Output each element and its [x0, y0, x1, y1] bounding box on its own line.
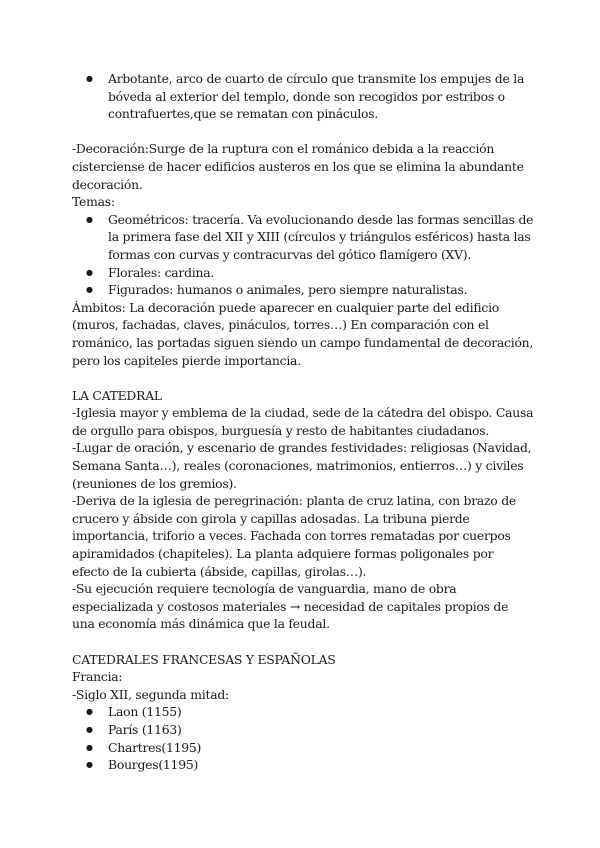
catedral-paragraph: -Deriva de la iglesia de peregrinación: planta de cruz latina, con brazo de crucero y ábside con girola y capillas adosadas. La tribuna pierde importancia, triforio a veces. Fachada con torres rematadas por cuerpos apiramidados (chapiteles). La planta adquiere formas poligonales por efecto de la cubierta (ábside, capillas, girolas…).	[72, 493, 516, 579]
arbotante-list	[72, 70, 534, 123]
list-item: ● París (1163)	[72, 721, 534, 739]
list-item: ● Bourges(1195)	[72, 756, 534, 774]
spacer	[72, 633, 534, 651]
spacer	[72, 369, 534, 387]
temas-list	[72, 211, 534, 299]
catedrales-heading: CATEDRALES FRANCESAS Y ESPAÑOLAS	[72, 651, 336, 667]
catedral-paragraph: -Iglesia mayor y emblema de la ciudad, sede de la cátedra del obispo. Causa de orgullo para obispos, burguesía y resto de habitantes ciudadanos.	[72, 405, 534, 438]
document-page	[72, 70, 534, 774]
ambitos-paragraph: Ámbitos: La decoración puede aparecer en cualquier parte del edificio (muros, fachadas, claves, pináculos, torres…) En comparación con el románico, las portadas siguen siendo un campo fundamental de decoración, pero los capiteles pierde importancia.	[72, 299, 534, 368]
catedral-paragraph: -Su ejecución requiere tecnología de vanguardia, mano de obra especializada y costosos materiales → necesidad de capitales propios de una economía más dinámica que la feudal.	[72, 581, 509, 632]
list-item: ● Geométricos: tracería. Va evolucionando desde las formas sencillas de la primera fase del XII y XIII (círculos y triángulos esféricos) hasta las formas con curvas y contracurvas del gótico flamígero (XV).	[72, 211, 534, 264]
list-item: ● Arbotante, arco de cuarto de círculo que transmite los empujes de la bóveda al exterior del templo, donde son recogidos por estribos o contrafuertes,que se rematan con pináculos.	[72, 70, 534, 123]
country-label: Francia:	[72, 669, 123, 685]
period-label: -Siglo XII, segunda mitad:	[72, 686, 229, 702]
decoracion-intro: -Decoración:Surge de la ruptura con el románico debida a la reacción cisterciense de hacer edificios austeros en los que se elimina la abundante decoración.	[72, 141, 524, 192]
list-item: ● Laon (1155)	[72, 703, 534, 721]
list-item: ● Figurados: humanos o animales, pero siempre naturalistas.	[72, 281, 534, 299]
catedral-paragraph: -Lugar de oración, y escenario de grandes festividades: religiosas (Navidad, Semana Santa…), reales (coronaciones, matrimonios, entierros…) y civiles (reuniones de los gremios).	[72, 440, 532, 491]
catedrales-list	[72, 703, 534, 773]
list-item: ● Florales: cardina.	[72, 264, 534, 282]
list-item: ● Chartres(1195)	[72, 739, 534, 757]
spacer	[72, 123, 534, 141]
temas-label: Temas:	[72, 194, 115, 210]
catedral-heading: LA CATEDRAL	[72, 387, 162, 403]
